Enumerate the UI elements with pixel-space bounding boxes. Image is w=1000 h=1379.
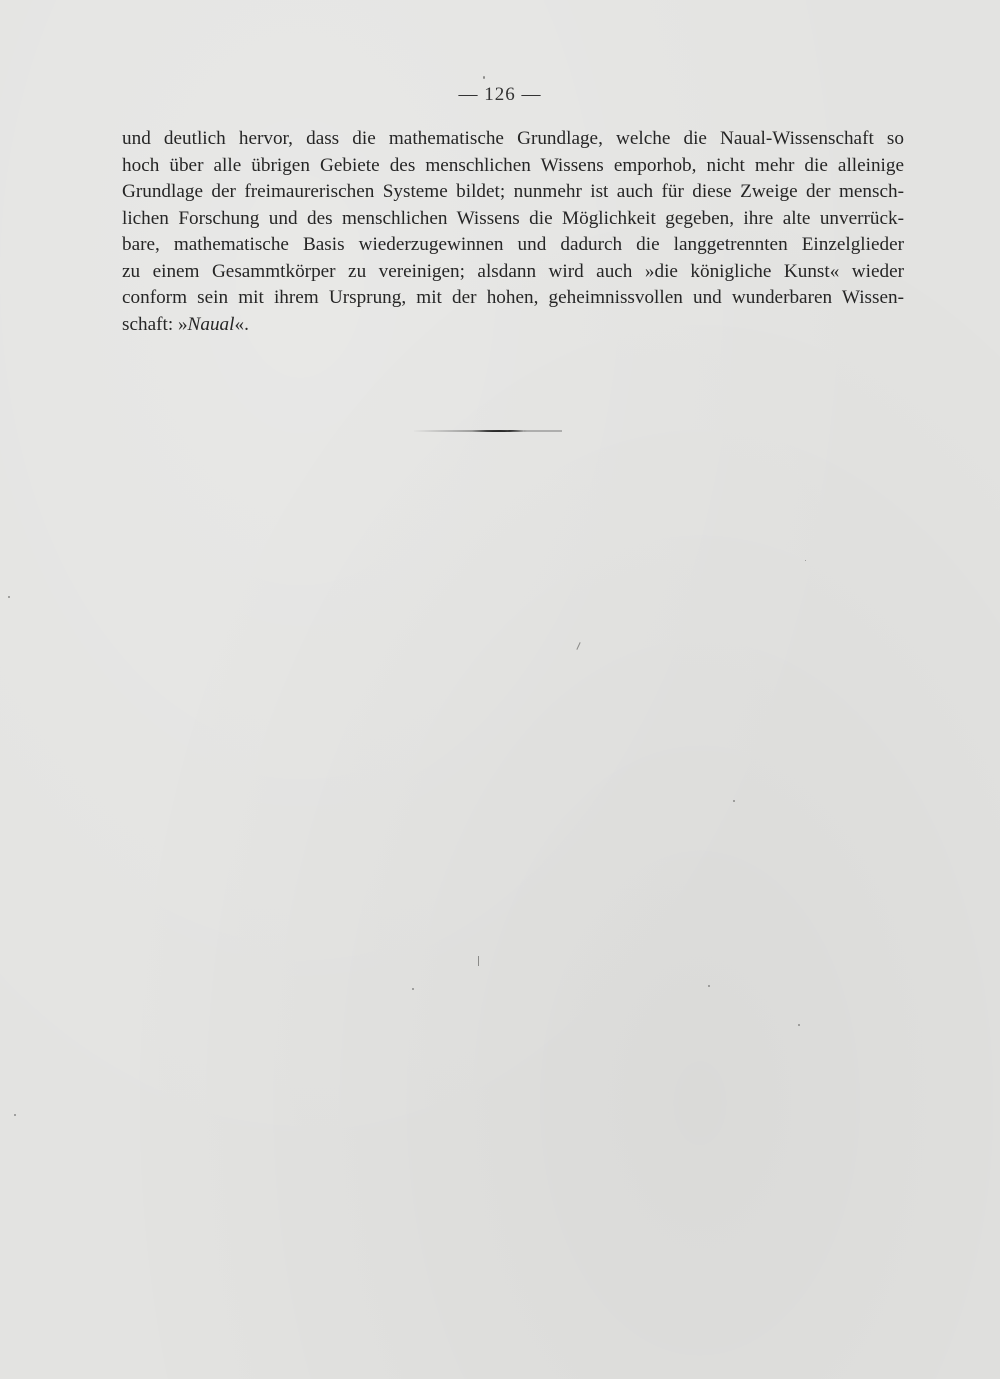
last-line-prefix: schaft: » xyxy=(122,313,188,335)
scan-speck xyxy=(798,1024,800,1026)
scan-speck xyxy=(805,560,806,561)
page-number: — 126 — xyxy=(458,84,542,105)
body-paragraph xyxy=(122,126,904,338)
scan-speck xyxy=(733,800,735,802)
text-line-4: lichen Forschung und des menschlichen Wissens die Möglichkeit gegeben, ihre alte unverrück- xyxy=(122,207,904,229)
last-line-suffix: «. xyxy=(234,313,249,335)
section-end-rule xyxy=(412,428,562,434)
scan-speck xyxy=(708,985,710,987)
text-line-6: zu einem Gesammtkörper zu vereinigen; alsdann wird auch »die königliche Kunst« wieder xyxy=(122,260,904,282)
scan-speck xyxy=(478,956,479,966)
text-line-3: Grundlage der freimaurerischen Systeme bildet; nunmehr ist auch für diese Zweige der mensch- xyxy=(122,181,904,202)
text-line-1: und deutlich hervor, dass die mathematische Grundlage, welche die Naual-Wissenschaft so xyxy=(122,128,904,149)
scan-speck xyxy=(412,988,414,990)
text-line-8 xyxy=(122,312,904,339)
scan-speck xyxy=(8,596,10,598)
text-line-2: hoch über alle übrigen Gebiete des menschlichen Wissens emporhob, nicht mehr die alleinige xyxy=(122,154,904,176)
text-line-5: bare, mathematische Basis wiederzugewinnen und dadurch die langgetrennten Einzelglieder xyxy=(122,234,904,255)
scan-speck xyxy=(576,642,580,650)
scan-speck xyxy=(14,1114,16,1116)
text-line-7: conform sein mit ihrem Ursprung, mit der hohen, geheimnissvollen und wunderbaren Wissen- xyxy=(122,287,904,308)
naual-italic: Naual xyxy=(187,313,235,335)
scan-speck xyxy=(483,76,485,79)
